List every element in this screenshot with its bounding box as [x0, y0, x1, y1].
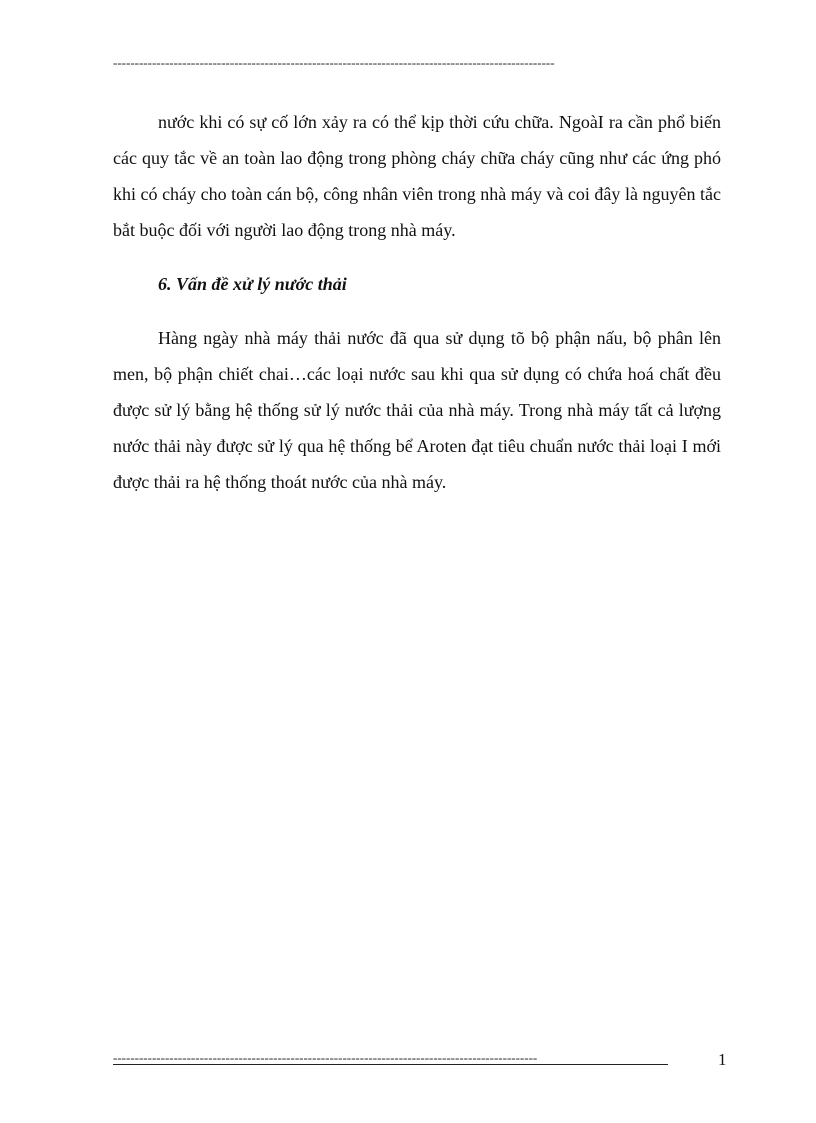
body-paragraph-1: nước khi có sự cố lớn xảy ra có thể kịp thời cứu chữa. NgoàI ra cần phổ biến các quy tắc về an toàn lao động trong phòng cháy chữa cháy cũng như các ứng phó khi có cháy cho toàn cán bộ, công nhân viên trong nhà máy và coi đây là nguyên tắc bắt buộc đối với người lao động trong nhà máy.: [113, 112, 721, 240]
section-heading: 6. Vấn đề xử lý nước thải: [158, 274, 347, 294]
footer-dashed-rule: --------------------------------------------------------------------------------------------------: [113, 1052, 668, 1065]
page-content: [113, 104, 721, 500]
header-dashed-rule: ------------------------------------------------------------------------------------------------------: [113, 55, 555, 70]
page-number: 1: [718, 1050, 727, 1069]
body-paragraph-2: Hàng ngày nhà máy thải nước đã qua sử dụng tõ bộ phận nấu, bộ phân lên men, bộ phận chiết chai…các loại nước sau khi qua sử dụng có chứa hoá chất đều được sử lý bằng hệ thống sử lý nước thải của nhà máy. Trong nhà máy tất cả lượng nước thải này được sử lý qua hệ thống bể Aroten đạt tiêu chuẩn nước thải loại I mới được thải ra hệ thống thoát nước của nhà máy.: [113, 328, 721, 492]
